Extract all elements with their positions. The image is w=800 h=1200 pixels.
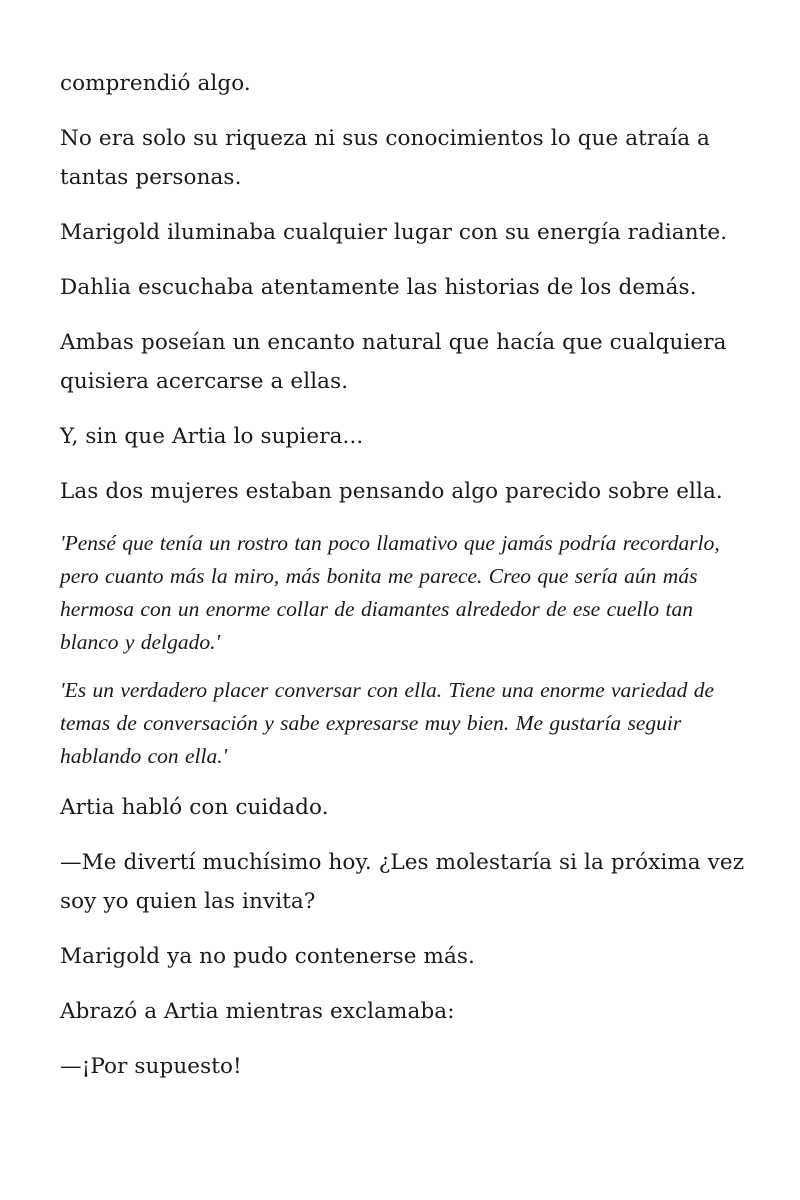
narration-paragraph: Y, sin que Artia lo supiera...: [60, 424, 364, 449]
narration-paragraph: Abrazó a Artia mientras exclamaba:: [60, 999, 455, 1024]
narration-paragraph: Marigold iluminaba cualquier lugar con su energía radiante.: [60, 220, 728, 245]
narration-paragraph: No era solo su riqueza ni sus conocimientos lo que atraía a tantas personas.: [60, 126, 710, 190]
narration-paragraph: Artia habló con cuidado.: [60, 795, 329, 820]
narration-paragraph: Las dos mujeres estaban pensando algo parecido sobre ella.: [60, 479, 723, 504]
narration-paragraph: Marigold ya no pudo contenerse más.: [60, 944, 475, 969]
dialogue-paragraph: —Me divertí muchísimo hoy. ¿Les molestaría si la próxima vez soy yo quien las invita?: [60, 850, 745, 914]
reading-page: [60, 64, 750, 1102]
inner-thought-paragraph: 'Pensé que tenía un rostro tan poco llamativo que jamás podría recordarlo, pero cuanto más la miro, más bonita me parece. Creo que sería aún más hermosa con un enorme collar de diamantes alrededor de ese cuello tan blanco y delgado.': [60, 531, 720, 654]
narration-paragraph: comprendió algo.: [60, 71, 251, 96]
narration-paragraph: Ambas poseían un encanto natural que hacía que cualquiera quisiera acercarse a ellas.: [60, 330, 727, 394]
dialogue-paragraph: —¡Por supuesto!: [60, 1054, 242, 1079]
narration-paragraph: Dahlia escuchaba atentamente las historias de los demás.: [60, 275, 697, 300]
inner-thought-paragraph: 'Es un verdadero placer conversar con ella. Tiene una enorme variedad de temas de conversación y sabe expresarse muy bien. Me gustaría seguir hablando con ella.': [60, 678, 715, 768]
